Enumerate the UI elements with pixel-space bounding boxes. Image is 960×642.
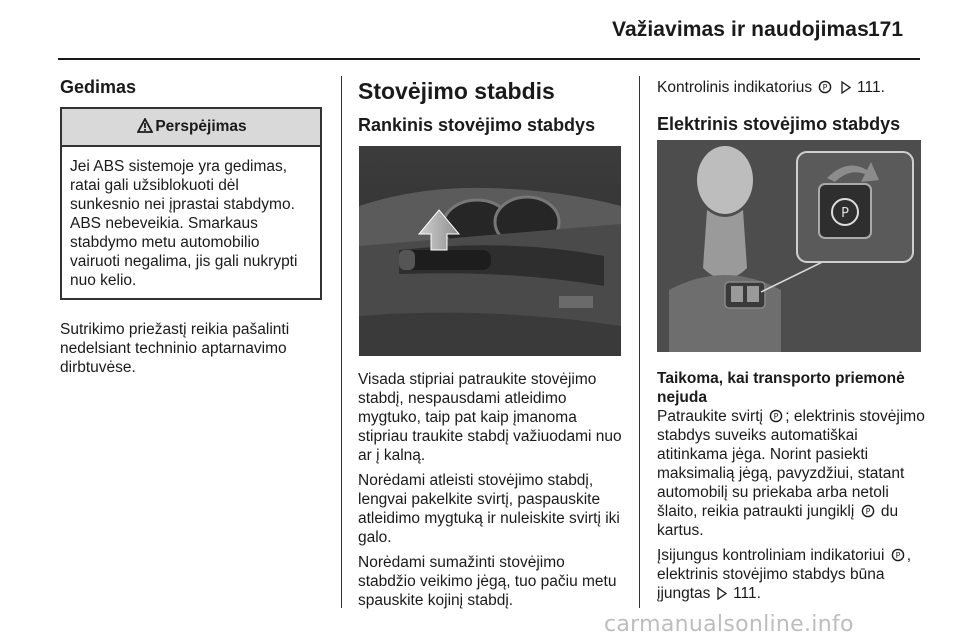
column-middle-text xyxy=(358,370,624,610)
parking-brake-switch-icon xyxy=(861,504,875,518)
warning-box xyxy=(60,107,322,300)
column-left xyxy=(60,78,326,377)
section-heading-gedimas: Gedimas xyxy=(60,77,137,97)
subheading-rankinis: Rankinis stovėjimo stabdys xyxy=(358,115,596,135)
paragraph-2 xyxy=(657,546,927,603)
page-reference-icon xyxy=(717,587,727,600)
column-separator-1 xyxy=(341,76,342,608)
column-right-text xyxy=(657,369,927,603)
warning-title: Perspėjimas xyxy=(155,118,247,135)
column-middle xyxy=(358,78,624,143)
subheading-taikoma: Taikoma, kai transporto priemonė nejuda xyxy=(657,370,905,406)
section-heading-stovejimo-stabdis: Stovėjimo stabdis xyxy=(358,78,555,104)
warning-triangle-icon xyxy=(137,118,153,133)
parking-brake-switch-icon xyxy=(769,409,783,423)
paragraph-1: Visada stipriai patraukite stovėjimo stabdį, nespausdami atleidimo mygtuko, taip pat kaip įmanoma stipriau traukite stabdį važiuodami nuo ar į kalną. xyxy=(358,371,622,464)
svg-text:P: P xyxy=(822,83,828,93)
page-number: 171 xyxy=(868,18,904,41)
handbrake-illustration xyxy=(359,146,621,356)
header-rule xyxy=(58,58,920,60)
svg-text:P: P xyxy=(841,206,849,221)
parking-brake-indicator-icon xyxy=(891,548,905,562)
paragraph: Sutrikimo priežastį reikia pašalinti nedelsiant techninio aptarnavimo dirbtuvėse. xyxy=(60,321,290,376)
electric-parking-brake-illustration xyxy=(657,140,921,352)
paragraph-2-page-ref: 111. xyxy=(733,585,761,602)
warning-header xyxy=(62,109,320,147)
paragraph-2: Norėdami atleisti stovėjimo stabdį, lengvai pakelkite svirtį, paspauskite atleidimo mygtuką ir nuleiskite svirtį iki galo. xyxy=(358,472,620,546)
svg-text:P: P xyxy=(865,507,871,517)
parking-brake-indicator-icon xyxy=(818,80,832,94)
watermark: carmanualsonline.info xyxy=(604,612,854,637)
indicator-line xyxy=(657,78,923,97)
warning-text: Jei ABS sistemoje yra gedimas, ratai gali užsiblokuoti dėl sunkesnio nei įprastai stabdymo. ABS nebeveikia. Smarkaus stabdymo metu automobilio vairuoti negalima, jis gali nukrypti nuo kelio. xyxy=(70,158,298,289)
svg-text:P: P xyxy=(773,412,779,422)
paragraph-1 xyxy=(657,407,927,540)
column-separator-2 xyxy=(639,76,640,608)
svg-text:P: P xyxy=(895,551,901,561)
paragraph-2-part-a: Įsijungus kontroliniam indikatoriui xyxy=(657,547,885,564)
paragraph-3: Norėdami sumažinti stovėjimo stabdžio veikimo jėgą, tuo pačiu metu spauskite kojinį stabdį. xyxy=(358,554,617,609)
paragraph-1-part-b: ; elektrinis stovėjimo stabdys suveiks automatiškai atitinkama jėga. Norint pasiekti maksimalią jėgą, pavyzdžiui, statant automobilį su priekaba arba netoli šlaito, reikia patraukti jungiklį xyxy=(657,408,925,520)
indicator-page-ref: 111. xyxy=(857,79,885,96)
paragraph-1-part-a: Patraukite svirtį xyxy=(657,408,763,425)
page-reference-icon xyxy=(841,81,851,94)
column-right xyxy=(657,78,923,142)
paragraph-2-part-b: , elektrinis stovėjimo stabdys būna įjungtas xyxy=(657,547,912,602)
running-header-title: Važiavimas ir naudojimas xyxy=(612,18,869,41)
heading-elektrinis: Elektrinis stovėjimo stabdys xyxy=(657,114,901,134)
paragraph-1-part-c: du kartus. xyxy=(657,503,899,539)
indicator-label: Kontrolinis indikatorius xyxy=(657,79,813,96)
